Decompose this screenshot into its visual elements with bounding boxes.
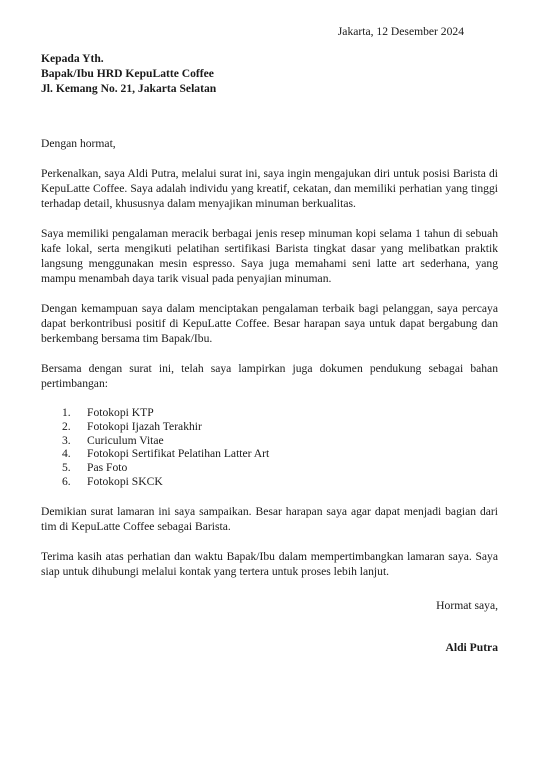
paragraph-intro: Perkenalkan, saya Aldi Putra, melalui surat ini, saya ingin mengajukan diri untuk posisi Barista di KepuLatte Coffee. Saya adalah individu yang kreatif, cekatan, dan memiliki perhatian yang tinggi terhadap detail, khususnya dalam menyajikan minuman berkualitas.: [41, 167, 498, 210]
letter-body: [41, 136, 498, 594]
list-item-number: 1.: [62, 406, 71, 419]
list-item-text: Fotokopi Ijazah Terakhir: [87, 419, 202, 433]
recipient-name: Bapak/Ibu HRD KepuLatte Coffee: [41, 67, 214, 80]
signoff: Hormat saya,: [436, 599, 498, 612]
list-item-text: Curiculum Vitae: [87, 433, 164, 447]
list-item-text: Fotokopi SKCK: [87, 474, 163, 488]
recipient-salutation: Kepada Yth.: [41, 52, 104, 65]
signer-name: Aldi Putra: [445, 641, 498, 654]
list-item-number: 3.: [62, 433, 71, 447]
list-item: [62, 461, 498, 475]
paragraph-thanks: Terima kasih atas perhatian dan waktu Bapak/Ibu dalam mempertimbangkan lamaran saya. Saya siap untuk dihubungi melalui kontak yang tertera untuk proses lebih lanjut.: [41, 549, 498, 578]
recipient-block: [41, 51, 216, 96]
list-item-text: Fotokopi KTP: [87, 406, 154, 419]
list-item: [62, 475, 498, 489]
list-item: [62, 434, 498, 448]
paragraph-experience: Saya memiliki pengalaman meracik berbagai jenis resep minuman kopi selama 1 tahun di sebuah kafe lokal, serta mengikuti pelatihan sertifikasi Barista tingkat dasar yang melibatkan praktik langsung menggunakan mesin espresso. Saya juga memahami seni latte art sederhana, yang mampu menambah daya tarik visual pada penyajian minuman.: [41, 227, 498, 285]
list-item-number: 5.: [62, 461, 71, 475]
list-item: [62, 447, 498, 461]
recipient-address: Jl. Kemang No. 21, Jakarta Selatan: [41, 82, 217, 95]
list-item: [62, 406, 498, 420]
paragraph-attachments-intro: Bersama dengan surat ini, telah saya lampirkan juga dokumen pendukung sebagai bahan pertimbangan:: [41, 362, 498, 390]
paragraph-contribution: Dengan kemampuan saya dalam menciptakan pengalaman terbaik bagi pelanggan, saya percaya dapat berkontribusi positif di KepuLatte Coffee. Besar harapan saya untuk dapat bergabung dan berkembang bersama tim Bapak/Ibu.: [41, 302, 498, 345]
list-item: [62, 420, 498, 434]
greeting: Dengan hormat,: [41, 137, 116, 150]
list-item-text: Pas Foto: [87, 461, 128, 475]
list-item-number: 4.: [62, 447, 71, 461]
list-item-number: 6.: [62, 474, 71, 488]
paragraph-closing: Demikian surat lamaran ini saya sampaikan. Besar harapan saya agar dapat menjadi bagian dari tim di KepuLatte Coffee sebagai Barista.: [41, 504, 498, 533]
list-item-text: Fotokopi Sertifikat Pelatihan Latter Art: [87, 447, 270, 461]
attachment-list: [41, 406, 498, 489]
list-item-number: 2.: [62, 419, 71, 433]
place-date: Jakarta, 12 Desember 2024: [337, 25, 464, 38]
